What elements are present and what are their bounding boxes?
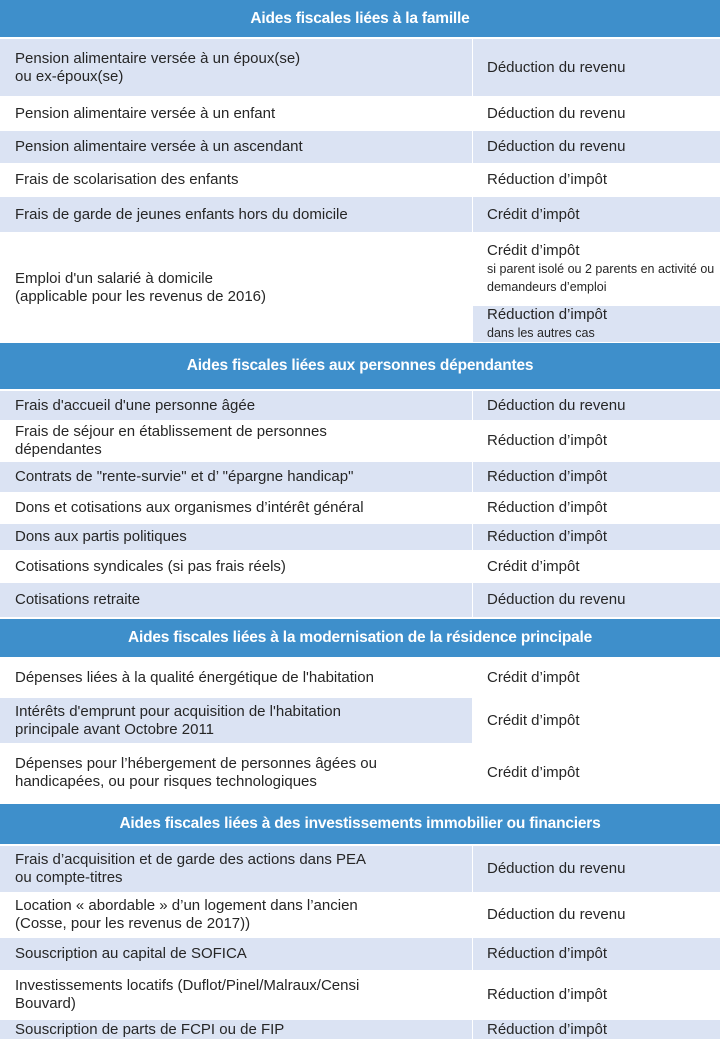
row-label: Frais de séjour en établissement de personnes dépendantes: [0, 421, 472, 461]
row-value: Déduction du revenu: [473, 583, 720, 617]
row-label: Cotisations retraite: [0, 583, 472, 617]
row-value: Réduction d’impôt: [473, 421, 720, 461]
row-value: Déduction du revenu: [473, 846, 720, 892]
row-value: Réduction d’impôt: [473, 938, 720, 970]
table-row: [0, 971, 720, 1019]
table-row: [0, 846, 720, 892]
row-value: Crédit d’impôt: [473, 197, 720, 232]
row-value: Crédit d’impôt: [473, 698, 720, 743]
table-row: [0, 421, 720, 461]
row-label: Location « abordable » d’un logement dans l’ancien (Cosse, pour les revenus de 2017)): [0, 893, 472, 937]
row-label: Souscription au capital de SOFICA: [0, 938, 472, 970]
section-header-dependantes: [0, 343, 720, 389]
table-row: [0, 233, 720, 342]
row-value: Réduction d’impôt: [473, 462, 720, 492]
row-label: Emploi d'un salarié à domicile (applicable pour les revenus de 2016): [0, 233, 472, 342]
table-row: [0, 893, 720, 937]
table-row: [0, 551, 720, 582]
table-row: [0, 659, 720, 697]
table-row: [0, 39, 720, 96]
row-label: Cotisations syndicales (si pas frais réels): [0, 551, 472, 582]
value-note: dans les autres cas: [487, 326, 595, 340]
row-label: Frais de scolarisation des enfants: [0, 164, 472, 196]
value-main: Réduction d’impôt: [487, 306, 608, 323]
table-row: [0, 698, 720, 743]
section-title: Aides fiscales liées aux personnes dépendantes: [186, 357, 534, 374]
row-value: Réduction d’impôt: [473, 524, 720, 550]
row-label: Dépenses pour l’hébergement de personnes âgées ou handicapées, ou pour risques technologiques: [0, 744, 472, 801]
table-row: [0, 493, 720, 523]
row-value: Déduction du revenu: [473, 97, 720, 130]
row-label: Frais d'accueil d'une personne âgée: [0, 391, 472, 420]
section-header-investissements: [0, 804, 720, 844]
row-label: Pension alimentaire versée à un ascendant: [0, 131, 472, 163]
row-value: Déduction du revenu: [473, 39, 720, 96]
table-row: [0, 197, 720, 232]
row-label: Contrats de "rente-survie" et d’ "épargne handicap": [0, 462, 472, 492]
table-row: [0, 462, 720, 492]
table-row: [0, 1020, 720, 1039]
row-value: Réduction d’impôt: [473, 1020, 720, 1039]
section-header-residence: [0, 619, 720, 657]
row-value: Déduction du revenu: [473, 893, 720, 937]
row-value-option: [473, 233, 720, 305]
table-row: [0, 131, 720, 163]
row-label: Intérêts d'emprunt pour acquisition de l'habitation principale avant Octobre 2011: [0, 698, 472, 743]
section-title: Aides fiscales liées à la modernisation de la résidence principale: [127, 629, 593, 646]
row-value-option: [473, 306, 720, 342]
row-label: Frais d’acquisition et de garde des actions dans PEA ou compte-titres: [0, 846, 472, 892]
table-row: [0, 164, 720, 196]
table-row: [0, 938, 720, 970]
row-value: Réduction d’impôt: [473, 164, 720, 196]
value-note: si parent isolé ou 2 parents en activité ou demandeurs d’emploi: [487, 262, 715, 294]
table-row: [0, 97, 720, 130]
row-value: Crédit d’impôt: [473, 744, 720, 801]
section-title: Aides fiscales liées à des investissements immobilier ou financiers: [119, 815, 601, 832]
section-header-famille: [0, 0, 720, 37]
row-label: Pension alimentaire versée à un époux(se) ou ex-époux(se): [0, 39, 472, 96]
row-value: Réduction d’impôt: [473, 493, 720, 523]
row-label: Dépenses liées à la qualité énergétique de l'habitation: [0, 659, 472, 697]
row-label: Souscription de parts de FCPI ou de FIP: [0, 1020, 472, 1039]
row-value: Réduction d’impôt: [473, 971, 720, 1019]
row-label: Dons et cotisations aux organismes d’intérêt général: [0, 493, 472, 523]
row-label: Investissements locatifs (Duflot/Pinel/Malraux/Censi Bouvard): [0, 971, 472, 1019]
value-main: Crédit d’impôt: [487, 242, 580, 259]
row-label: Pension alimentaire versée à un enfant: [0, 97, 472, 130]
table-row: [0, 524, 720, 550]
table-row: [0, 583, 720, 617]
row-value: Déduction du revenu: [473, 131, 720, 163]
section-title: Aides fiscales liées à la famille: [250, 9, 470, 27]
row-value: Déduction du revenu: [473, 391, 720, 420]
row-value: Crédit d’impôt: [473, 659, 720, 697]
row-label: Dons aux partis politiques: [0, 524, 472, 550]
table-row: [0, 744, 720, 801]
row-value: Crédit d’impôt: [473, 551, 720, 582]
row-label: Frais de garde de jeunes enfants hors du domicile: [0, 197, 472, 232]
table-row: [0, 391, 720, 420]
